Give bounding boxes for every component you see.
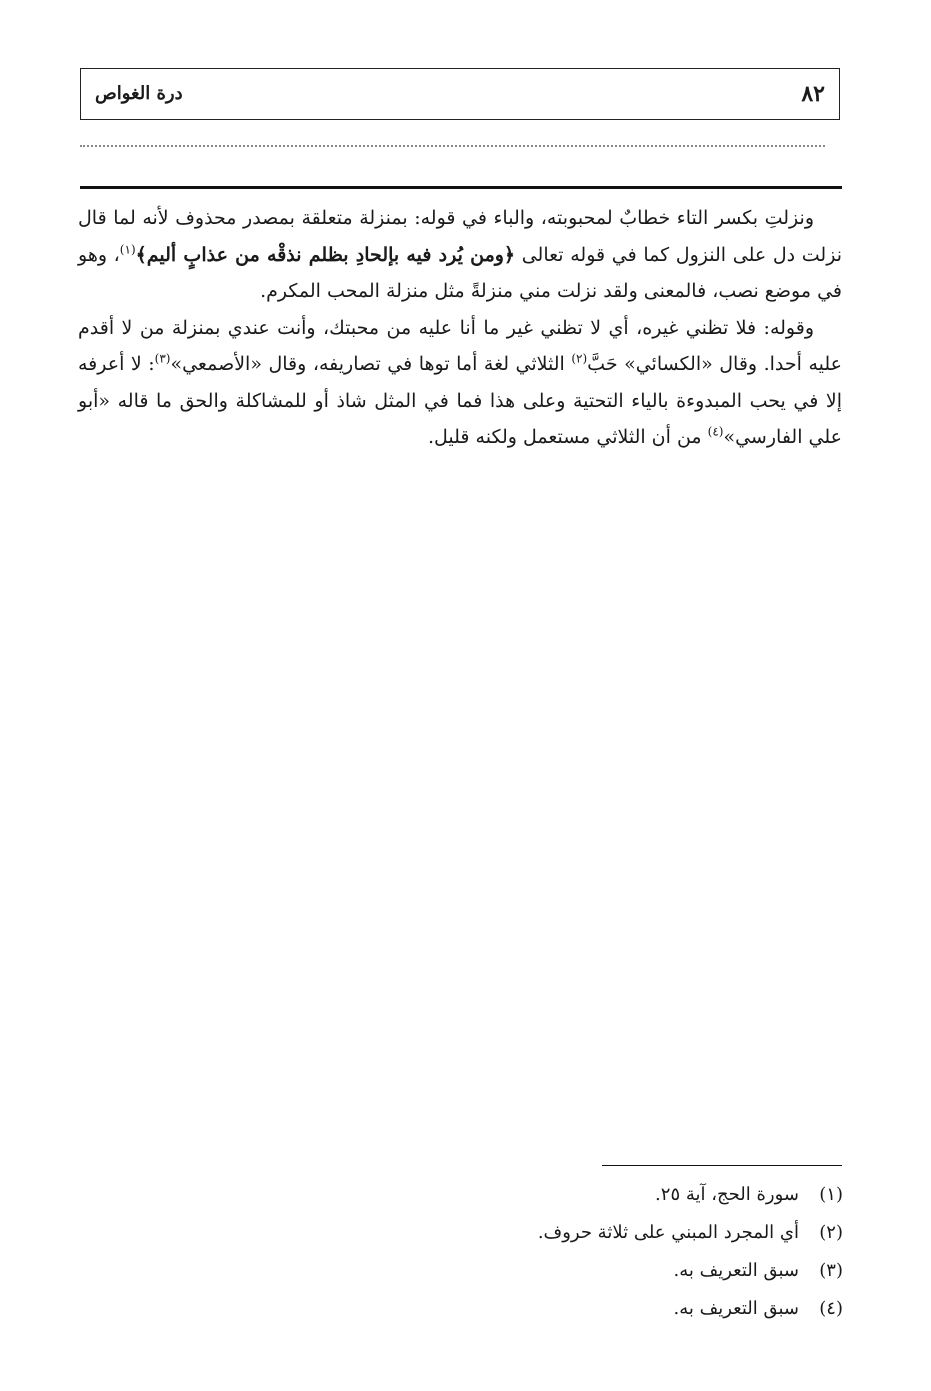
footnote-text: سبق التعريف به. (673, 1298, 799, 1319)
footnote-item (143, 1214, 843, 1252)
footnote-item (143, 1176, 843, 1214)
running-title: درة الغواص (95, 83, 183, 104)
footnote-number: (٢) (819, 1222, 843, 1243)
page-number: ٨٢ (801, 81, 825, 107)
footnote-text: أي المجرد المبني على ثلاثة حروف. (537, 1222, 799, 1243)
page-header (80, 68, 840, 120)
footnote-text: سورة الحج، آية ٢٥. (655, 1184, 799, 1205)
quran-verse: ﴿ومن يُرد فيه بإلحادِ بظلم نذقْه من عذابٍ أليم﴾ (135, 243, 516, 266)
text-top-rule (80, 186, 842, 189)
footnote-number: (١) (819, 1184, 843, 1205)
main-text (78, 200, 842, 456)
footnote-text: سبق التعريف به. (673, 1260, 799, 1281)
footnote-ref-3: (٣) (154, 351, 171, 366)
paragraph-1: ونزلتِ بكسر التاء خطابٌ لمحبوبته، والباء في قوله: بمنزلة متعلقة بمصدر محذوف لأنه لما قال نزلت دل على النزول كما في قوله تعالى ﴿ومن يُرد فيه بإلحادِ بظلم نذقْه من عذابٍ أليم﴾$^{(١)}$، وهو في موضع نصب، فالمعنى ولقد نزلت مني منزلةً مثل منزلة المحب المكرم. (78, 207, 842, 302)
paragraph-2: وقوله: فلا تظني غيره، أي لا تظني غير ما أنا عليه من محبتك، وأنت عندي بمنزلة من لا أقدم عليه أحدا. وقال «الكسائي» حَبَّ$^{(٢)}$ الثلاثي لغة أما توها في تصاريفه، وقال «الأصمعي»$^{(٣)}$: لا أعرفه إلا في يحب المبدوءة بالياء التحتية وعلى هذا فما في المثل شاذ أو للمشاكلة والحق ما قاله «أبو علي الفارسي»$^{(٤)}$ من أن الثلاثي مستعمل ولكنه قليل. (78, 316, 842, 448)
footnote-ref-2: (٢) (571, 351, 588, 366)
footnote-ref-1: (١) (119, 242, 136, 257)
footnotes (143, 1176, 843, 1328)
footnote-number: (٣) (819, 1260, 843, 1281)
footnote-number: (٤) (819, 1298, 843, 1319)
footnote-separator (602, 1165, 842, 1166)
footnote-ref-4: (٤) (707, 424, 724, 439)
footnote-item (143, 1252, 843, 1290)
footnote-item (143, 1290, 843, 1328)
dotted-divider (80, 145, 825, 147)
